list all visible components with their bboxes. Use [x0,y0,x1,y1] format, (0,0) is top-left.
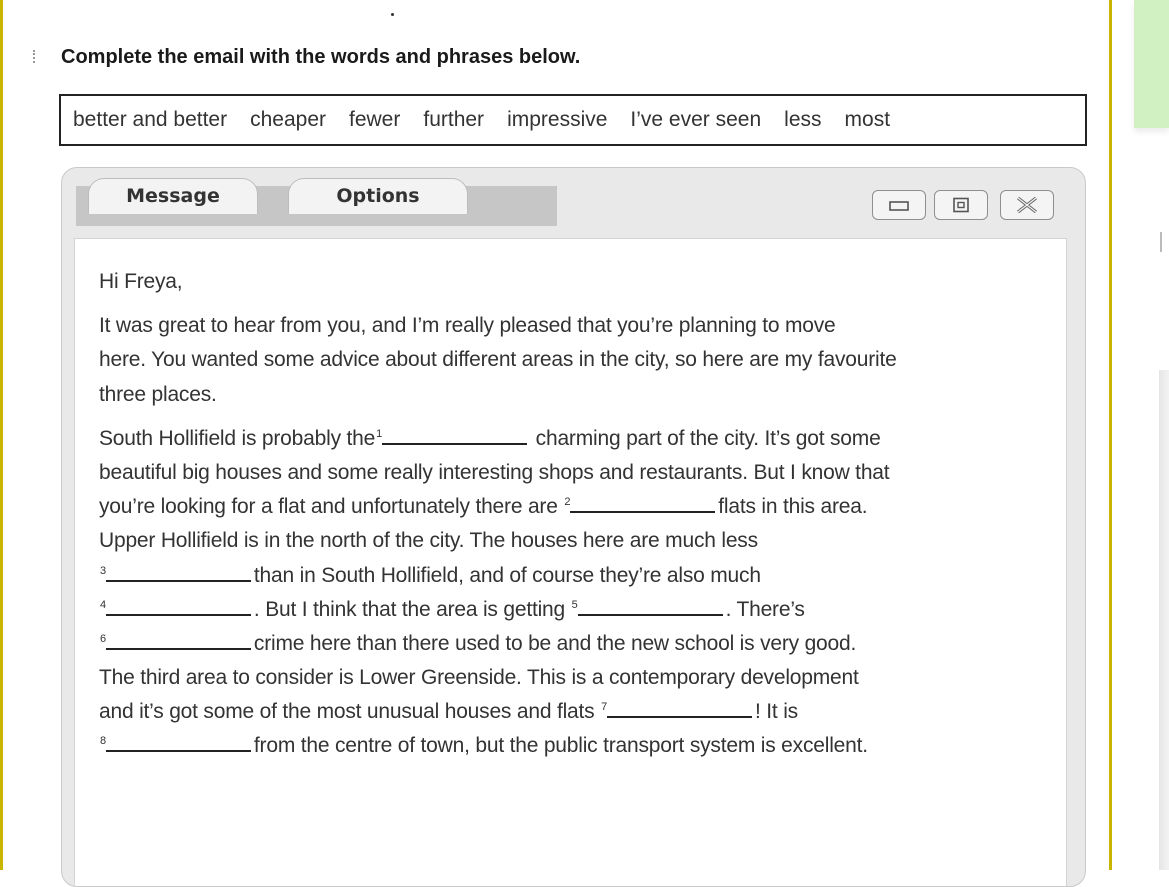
gap-number: 7 [601,701,608,714]
gap-7[interactable] [607,696,752,718]
word-bank [59,94,1087,146]
text-segment: from the centre of town, but the public transport system is excellent. [253,734,868,758]
gap-number: 6 [100,632,106,645]
minimize-button[interactable] [872,190,926,220]
email-window [61,167,1086,887]
maximize-icon [952,197,970,213]
close-icon [1014,196,1040,214]
email-greeting: Hi Freya, [99,270,183,293]
tab-options[interactable]: Options [288,178,468,214]
adjacent-page [1115,0,1169,870]
text-segment: . But I think that the area is getting [253,597,571,621]
word-bank-item: most [844,108,891,131]
word-bank-item: better and better [73,108,228,131]
gap-number: 4 [100,598,106,611]
stray-dot [391,13,394,16]
email-line [99,729,1059,763]
email-line: The third area to consider is Lower Greenside. This is a contemporary development [99,666,859,690]
message-body [74,238,1067,887]
email-line [99,559,1059,593]
email-line [99,627,1059,661]
email-line [99,422,1059,456]
email-line: Upper Hollifield is in the north of the city. The houses here are much less [99,529,758,553]
minimize-icon [888,198,910,212]
word-bank-item: impressive [507,108,608,131]
gap-number: 2 [564,496,571,509]
gap-3[interactable] [106,560,251,582]
text-segment: than in South Hollifield, and of course they’re also much [253,563,761,587]
email-line: It was great to hear from you, and I’m really pleased that you’re planning to move [99,314,836,338]
gap-number: 3 [100,564,106,577]
word-bank-item: cheaper [250,108,326,131]
email-line: three places. [99,382,217,406]
maximize-button[interactable] [934,190,988,220]
text-segment: you’re looking for a flat and unfortunately there are [99,495,564,519]
edge-mark [1160,232,1167,252]
exercise-instruction: Complete the email with the words and phrases below. [61,46,581,68]
email-line [99,593,1059,627]
gap-8[interactable] [106,730,251,752]
email-line: here. You wanted some advice about different areas in the city, so here are my favourite [99,348,897,372]
gray-strip [1159,370,1169,870]
gap-number: 5 [571,598,578,611]
text-segment: crime here than there used to be and the new school is very good. [253,631,857,655]
text-segment: flats in this area. [718,495,868,519]
text-segment: charming part of the city. It’s got some [530,426,881,450]
close-button[interactable] [1000,190,1054,220]
margin-mark [33,50,37,63]
word-bank-item: I’ve ever seen [630,108,762,131]
text-segment: ! It is [755,700,798,724]
word-bank-item: fewer [349,108,401,131]
text-segment: and it’s got some of the most unusual houses and flats [99,700,601,724]
text-segment: South Hollifield is probably the [99,426,376,450]
text-segment: . There’s [725,597,805,621]
green-panel [1134,0,1169,128]
gap-6[interactable] [106,628,251,650]
word-bank-item: less [784,108,822,131]
gap-1[interactable] [382,423,527,445]
word-bank-item: further [423,108,485,131]
tab-message[interactable]: Message [88,178,258,214]
gap-number: 8 [100,735,106,748]
email-line [99,490,1059,524]
email-line: beautiful big houses and some really interesting shops and restaurants. But I know that [99,460,890,484]
gap-2[interactable] [570,491,715,513]
gap-number: 1 [376,427,383,440]
gap-4[interactable] [106,594,251,616]
email-line [99,695,1059,729]
gap-5[interactable] [578,594,723,616]
email-text [99,265,1059,764]
